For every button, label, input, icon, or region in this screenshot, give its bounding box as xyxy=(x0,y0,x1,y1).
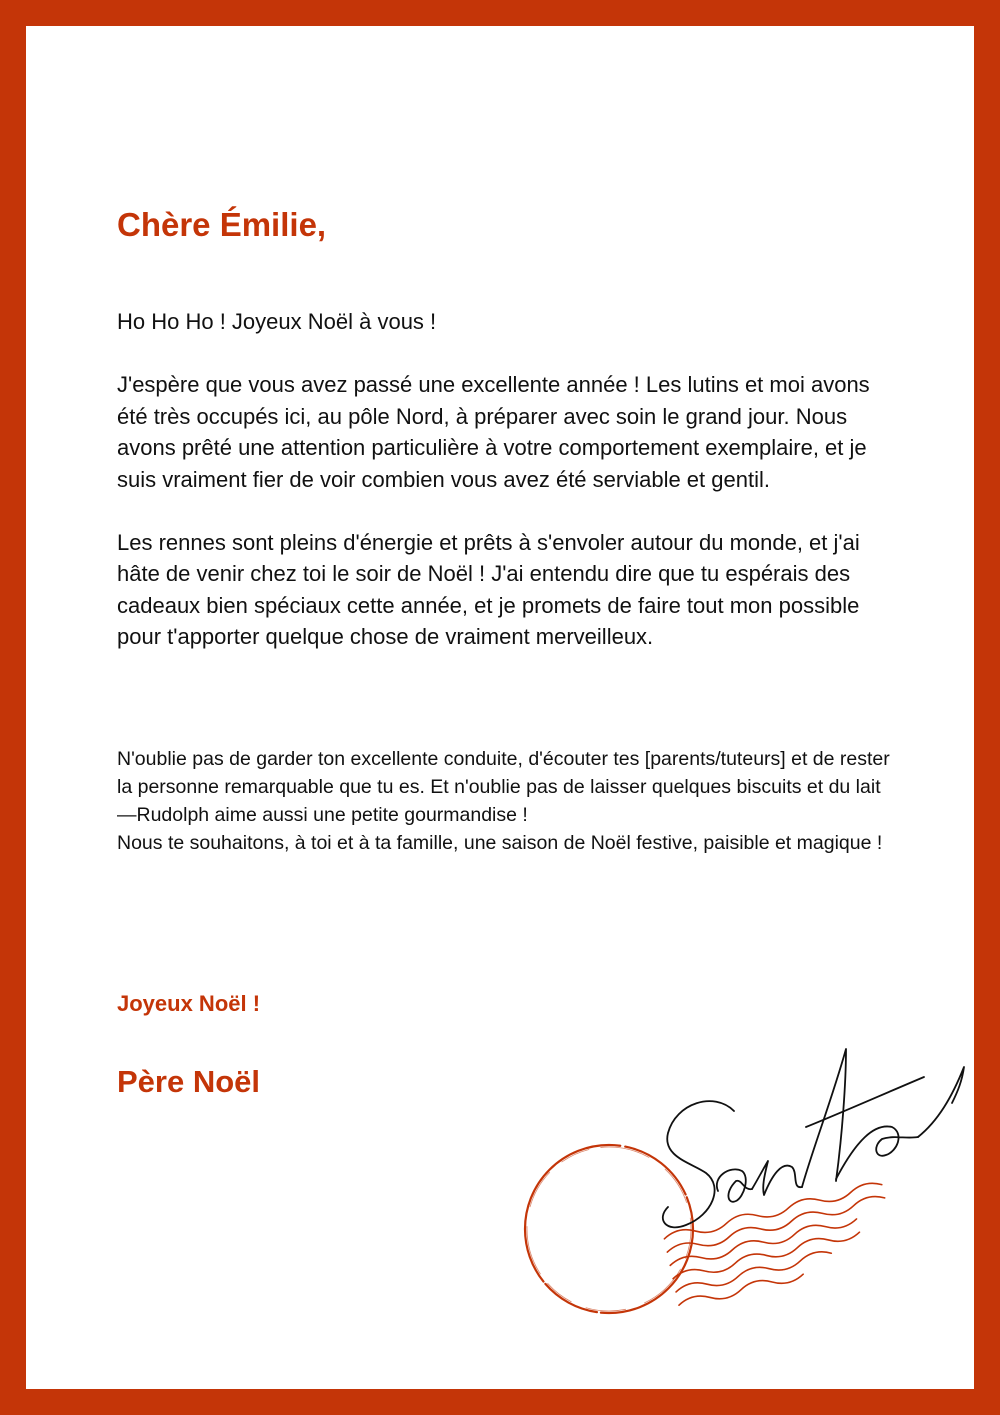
santa-signature-postmark xyxy=(506,1011,966,1321)
santa-signature xyxy=(663,1049,964,1227)
letter-paragraph-reminder: N'oublie pas de garder ton excellente conduite, d'écouter tes [parents/tuteurs] et de rester la personne remarquable que tu es. Et n'oublie pas de laisser quelques biscuits et du lait—Rudolph aime aussi une petite gourmandise ! xyxy=(117,748,890,826)
letter-closing: Joyeux Noël ! xyxy=(117,991,261,1016)
letter-paragraph-wishes: Nous te souhaitons, à toi et à ta famille, une saison de Noël festive, paisible et magique ! xyxy=(117,832,883,854)
letter-signer: Père Noël xyxy=(117,1064,261,1099)
postmark-circle xyxy=(525,1145,693,1313)
letter-greeting: Chère Émilie, xyxy=(117,206,327,243)
letter-body-main xyxy=(117,306,897,684)
letter-paragraph-intro: Ho Ho Ho ! Joyeux Noël à vous ! xyxy=(117,309,437,334)
letter-body-secondary xyxy=(117,745,897,857)
letter-paragraph-reindeer: Les rennes sont pleins d'énergie et prêts à s'envoler autour du monde, et j'ai hâte de venir chez toi le soir de Noël ! J'ai entendu dire que tu espérais des cadeaux bien spéciaux cette année, et je promets de faire tout mon possible pour t'apporter quelque chose de vraiment merveilleux. xyxy=(117,529,860,649)
postmark-wavy-lines xyxy=(663,1180,885,1309)
letter-page xyxy=(26,26,974,1389)
letter-paragraph-year: J'espère que vous avez passé une excellente année ! Les lutins et moi avons été très occupés ici, au pôle Nord, à préparer avec soin le grand jour. Nous avons prêté une attention particulière à votre comportement exemplaire, et je suis vraiment fier de voir combien vous avez été serviable et gentil. xyxy=(117,372,870,492)
